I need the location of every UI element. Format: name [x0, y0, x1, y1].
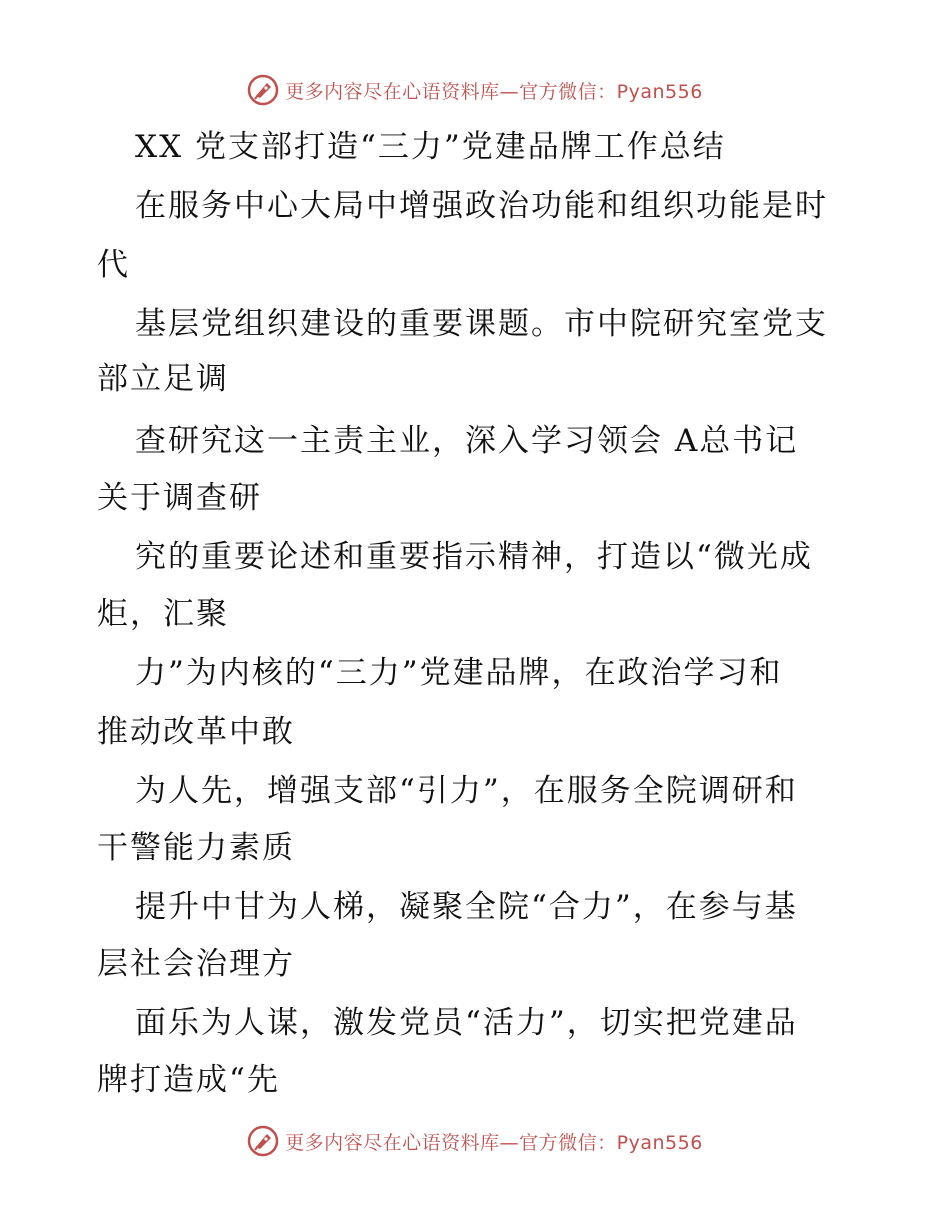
text-line: 炬，汇聚: [97, 596, 229, 632]
text-line: 层社会治理方: [97, 946, 295, 982]
text-line: 干警能力素质: [97, 830, 295, 866]
header-watermark: [0, 70, 950, 110]
document-title: XX 党支部打造“三力”党建品牌工作总结: [135, 129, 726, 165]
pen-nib-circle-icon: [247, 74, 279, 106]
text-line: 基层党组织建设的重要课题。市中院研究室党支: [135, 306, 828, 342]
watermark-text: 更多内容尽在心语资料库—官方微信：Pyan556: [285, 1131, 703, 1154]
text-line: 推动改革中敢: [97, 714, 295, 750]
pen-nib-circle-icon: [247, 1125, 279, 1157]
watermark-text: 更多内容尽在心语资料库—官方微信：Pyan556: [285, 80, 703, 103]
text-line: 面乐为人谋，激发党员“活力”，切实把党建品: [135, 1005, 798, 1041]
text-line: 究的重要论述和重要指示精神，打造以“微光成: [135, 539, 813, 575]
text-line: 部立足调: [97, 361, 229, 397]
text-line: 代: [97, 247, 130, 283]
text-line: 牌打造成“先: [97, 1062, 280, 1098]
text-line: 在服务中心大局中增强政治功能和组织功能是时: [135, 188, 828, 224]
text-line: 查研究这一主责主业，深入学习领会 A总书记: [135, 423, 799, 459]
text-line: 关于调查研: [97, 480, 262, 516]
text-line: 力”为内核的“三力”党建品牌，在政治学习和: [135, 655, 783, 691]
text-line: 为人先，增强支部“引力”，在服务全院调研和: [135, 773, 798, 809]
text-line: 提升中甘为人梯，凝聚全院“合力”，在参与基: [135, 889, 798, 925]
footer-watermark: [0, 1121, 950, 1161]
